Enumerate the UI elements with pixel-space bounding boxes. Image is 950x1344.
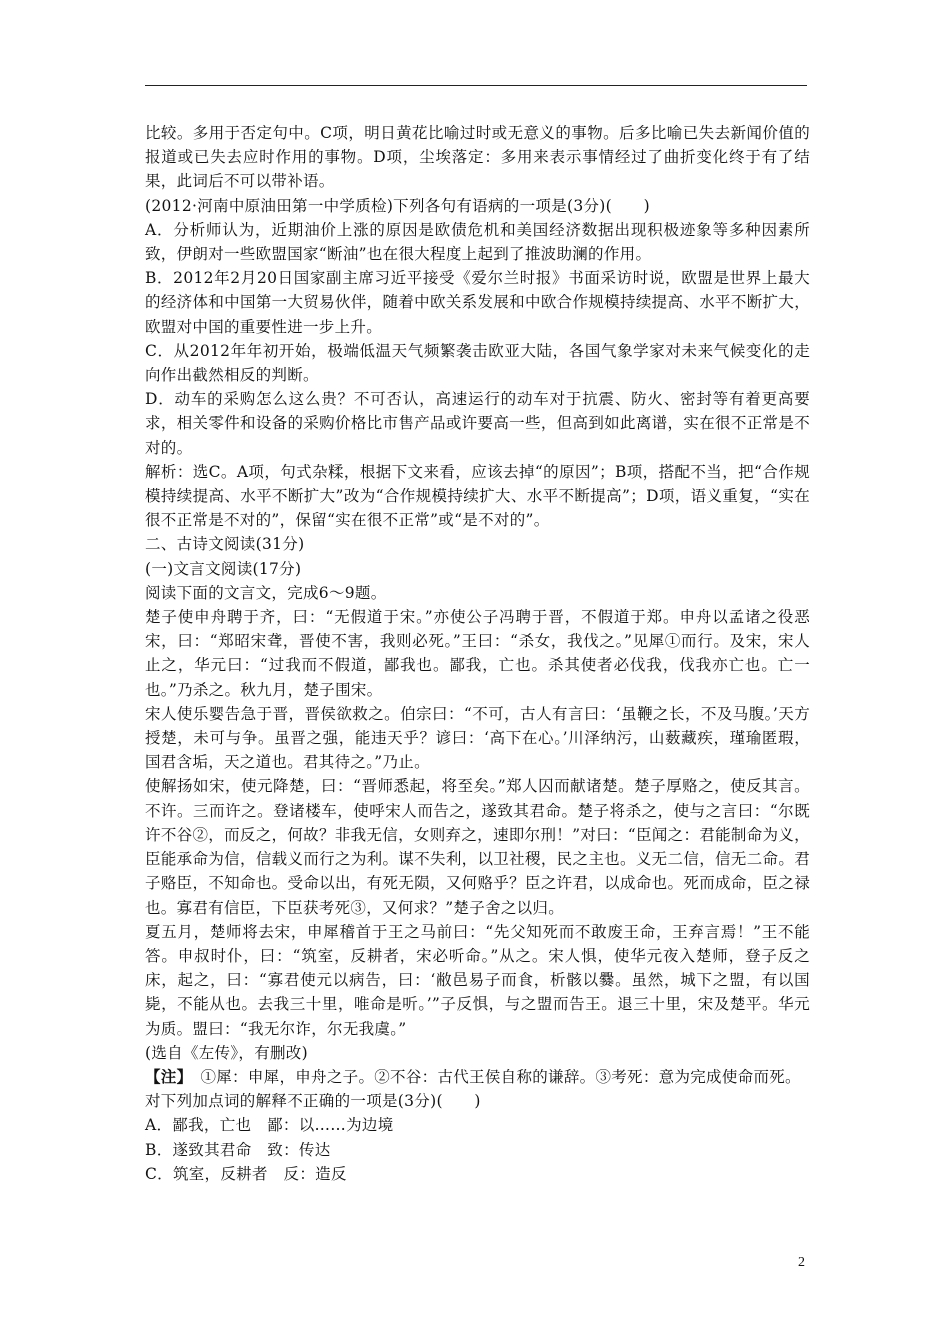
passage-paragraph: 使解扬如宋，使元降楚，曰：“晋师悉起，将至矣。”郑人囚而献诸楚。楚子厚赂之，使反其言。不许。三而许之。登诸楼车，使呼宋人而告之，遂致其君命。楚子将杀之，使与之言曰：“尔既许不谷②，而反之，何故？非我无信，女则弃之，速即尔刑！”对曰：“臣闻之：君能制命为义，臣能承命为信，信载义而行之为利。谋不失利，以卫社稷，民之主也。义无二信，信无二命。君子赂臣，不知命也。受命以出，有死无陨，又何赂乎？臣之许君，以成命也。死而成命，臣之禄也。寡君有信臣，下臣获考死③，又何求？”楚子舍之以归。	[145, 777, 810, 917]
subsection-heading: (一)文言文阅读(17分)	[145, 559, 302, 578]
question-option-a: A．鄙我，亡也 鄙：以……为边境	[145, 1116, 394, 1135]
passage-paragraph: 宋人使乐婴告急于晋，晋侯欲救之。伯宗曰：“不可，古人有言曰：‘虽鞭之长，不及马腹。’天方授楚，未可与争。虽晋之强，能违天乎？谚曰：‘高下在心。’川泽纳污，山薮藏疾，瑾瑜匿瑕，国君含垢，天之道也。君其待之。”乃止。	[145, 704, 810, 772]
annotation-label: 【注】	[145, 1066, 185, 1086]
analysis: 解析：选C。A项，句式杂糅，根据下文来看，应该去掉“的原因”；B项，搭配不当，把“合作规模持续提高、水平不断扩大”改为“合作规模持续扩大、水平不断提高”；D项，语义重复，“实在很不正常是不对的”，保留“实在很不正常”或“是不对的”。	[145, 462, 810, 530]
question-stem: (2012·河南中原油田第一中学质检)下列各句有语病的一项是(3分)( )	[145, 196, 650, 215]
source-citation: (选自《左传》，有删改)	[145, 1043, 308, 1062]
passage-paragraph: 楚子使申舟聘于齐，曰：“无假道于宋。”亦使公子冯聘于晋，不假道于郑。申舟以孟诸之役恶宋，曰：“郑昭宋聋，晋使不害，我则必死。”王曰：“杀女，我伐之。”见犀①而行。及宋，宋人止之，华元曰：“过我而不假道，鄙我也。鄙我，亡也。杀其使者必伐我，伐我亦亡也。亡一也。”乃杀之。秋九月，楚子围宋。	[145, 608, 810, 699]
question-stem: 对下列加点词的解释不正确的一项是(3分)( )	[145, 1092, 481, 1111]
passage-paragraph: 夏五月，楚师将去宋，申犀稽首于王之马前曰：“先父知死而不敢废王命，王弃言焉！”王不能答。申叔时仆，曰：“筑室，反耕者，宋必听命。”从之。宋人惧，使华元夜入楚师，登子反之床，起之，曰：“寡君使元以病告，曰：‘敝邑易子而食，析骸以爨。虽然，城下之盟，有以国毙，不能从也。去我三十里，唯命是听。’”子反惧，与之盟而告王。退三十里，宋及楚平。华元为质。盟曰：“我无尔诈，尔无我虞。”	[145, 922, 810, 1038]
annotation	[145, 1065, 810, 1089]
document-body	[145, 121, 810, 1186]
header-rule	[145, 85, 807, 86]
question-option-c: C．筑室，反耕者 反：造反	[145, 1164, 347, 1183]
instruction: 阅读下面的文言文，完成6～9题。	[145, 583, 387, 602]
paragraph: 比较。多用于否定句中。C项，明日黄花比喻过时或无意义的事物。后多比喻已失去新闻价值的报道或已失去应时作用的事物。D项，尘埃落定：多用来表示事情经过了曲折变化终于有了结果，此词后不可以带补语。	[145, 124, 810, 191]
option-d: D．动车的采购怎么这么贵？不可否认，高速运行的动车对于抗震、防火、密封等有着更高要求，相关零件和设备的采购价格比市售产品或许要高一些，但高到如此离谱，实在很不正常是不对的。	[145, 390, 810, 457]
option-b: B．2012年2月20日国家副主席习近平接受《爱尔兰时报》书面采访时说，欧盟是世界上最大的经济体和中国第一大贸易伙伴，随着中欧关系发展和中欧合作规模持续提高、水平不断扩大，欧盟对中国的重要性进一步上升。	[145, 269, 810, 336]
section-heading: 二、古诗文阅读(31分)	[145, 535, 305, 554]
page-number: 2	[798, 1255, 805, 1270]
question-option-b: B．遂致其君命 致：传达	[145, 1140, 331, 1159]
option-c: C．从2012年年初开始，极端低温天气频繁袭击欧亚大陆，各国气象学家对未来气候变化的走向作出截然相反的判断。	[145, 341, 810, 385]
annotation-text: ①犀：申犀，申舟之子。②不谷：古代王侯自称的谦辞。③考死：意为完成使命而死。	[184, 1067, 801, 1086]
option-a: A．分析师认为，近期油价上涨的原因是欧债危机和美国经济数据出现积极迹象等多种因素所致，伊朗对一些欧盟国家“断油”也在很大程度上起到了推波助澜的作用。	[145, 220, 810, 264]
